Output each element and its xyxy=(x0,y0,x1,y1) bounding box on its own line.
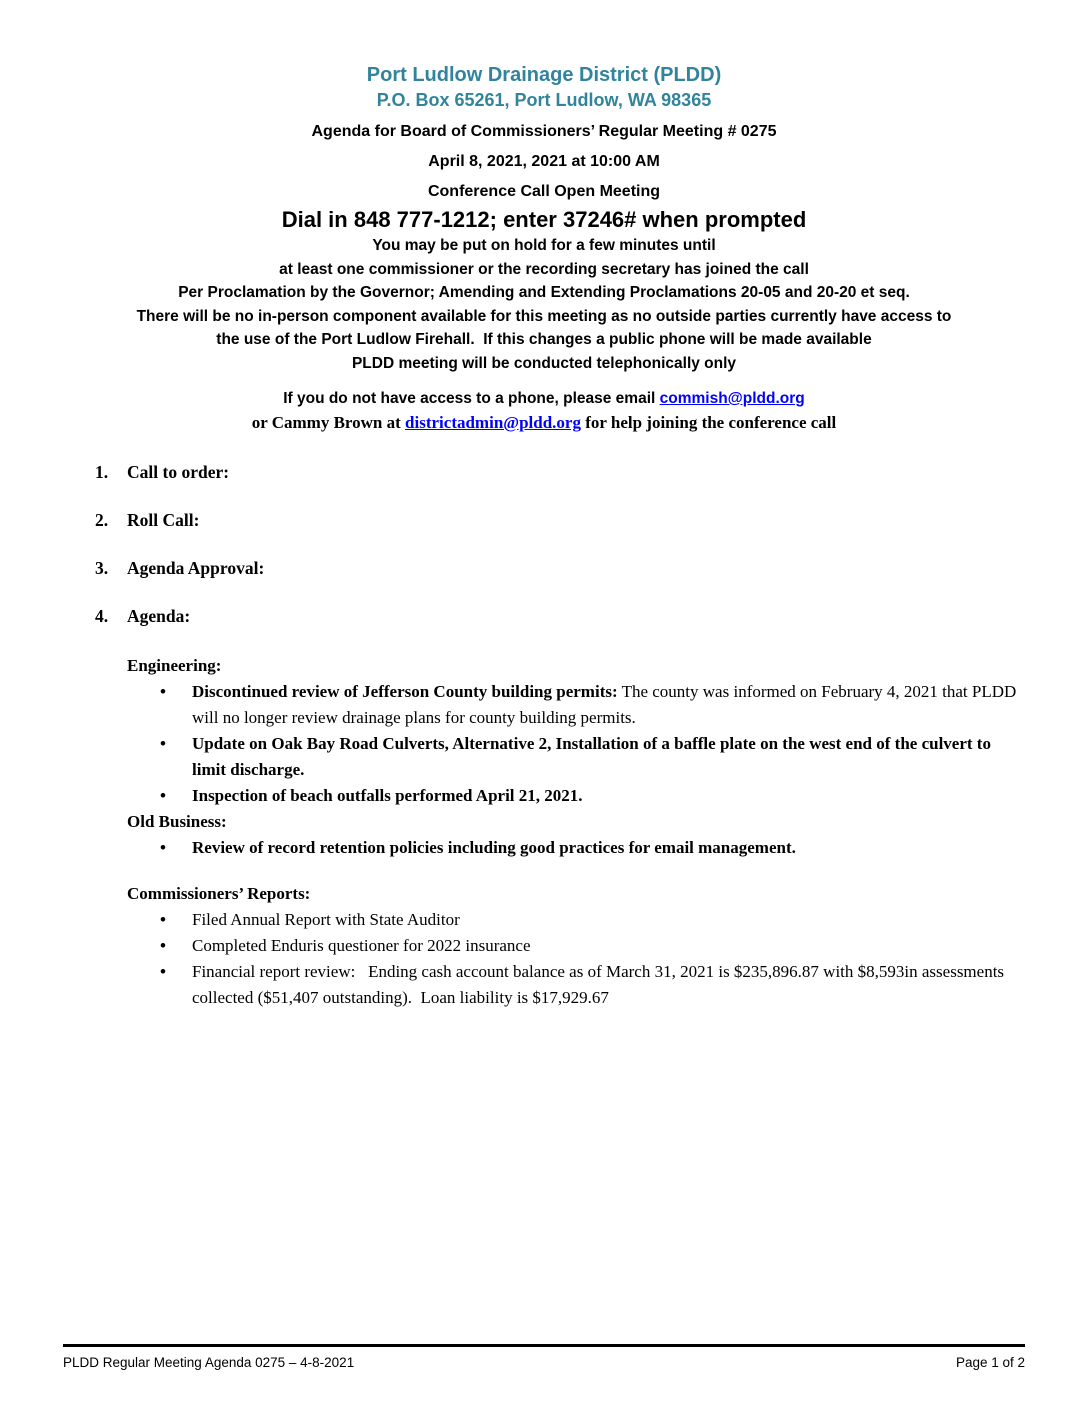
bullet-bold-text: Discontinued review of Jefferson County building permits: xyxy=(192,682,618,701)
agenda-item-agenda-approval xyxy=(95,557,1088,579)
list-item xyxy=(127,933,1023,959)
bullet-text xyxy=(192,907,1023,933)
list-item xyxy=(127,731,1023,783)
footer-document-title: PLDD Regular Meeting Agenda 0275 – 4-8-2021 xyxy=(63,1355,355,1370)
section-title-engineering: Engineering: xyxy=(127,656,222,675)
item-number: 4. xyxy=(95,606,109,626)
section-title-old-business: Old Business: xyxy=(127,812,227,831)
org-address: P.O. Box 65261, Port Ludlow, WA 98365 xyxy=(376,90,712,110)
item-label: Agenda Approval: xyxy=(127,558,265,578)
contact-line-admin xyxy=(0,411,1088,435)
meeting-date: April 8, 2021, 2021 at 10:00 AM xyxy=(428,153,660,170)
notice-line: There will be no in-person component available for this meeting as no outside parties currently have access to xyxy=(136,307,952,325)
footer-page-number: Page 1 of 2 xyxy=(955,1355,1025,1370)
item-label: Call to order: xyxy=(127,462,230,482)
agenda-item-call-to-order xyxy=(95,461,1088,483)
item-label: Agenda: xyxy=(127,606,191,626)
contact-line-prefix: If you do not have access to a phone, please email xyxy=(283,390,660,407)
bullet-text xyxy=(192,731,1023,783)
dial-in-instructions: Dial in 848 777-1212; enter 37246# when prompted xyxy=(281,207,807,232)
contact-line-phone xyxy=(0,387,1088,411)
bullet-normal-text: Filed Annual Report with State Auditor xyxy=(192,910,460,929)
bullet-text xyxy=(192,933,1023,959)
districtadmin-email-link[interactable]: districtadmin@pldd.org xyxy=(405,413,581,432)
list-item xyxy=(127,783,1023,809)
section-title-commissioners-reports: Commissioners’ Reports: xyxy=(127,884,311,903)
bullet-bold-text: Update on Oak Bay Road Culverts, Alternative 2, Installation of a baffle plate on the west end of the culvert to limit discharge. xyxy=(192,734,996,779)
commish-email-link[interactable]: commish@pldd.org xyxy=(659,390,805,407)
bullet-icon: • xyxy=(160,734,166,753)
item-label: Roll Call: xyxy=(127,510,200,530)
bullet-text xyxy=(192,959,1023,1011)
item-number: 3. xyxy=(95,558,109,578)
bullet-icon: • xyxy=(160,910,166,929)
bullet-icon: • xyxy=(160,962,166,981)
list-item xyxy=(127,679,1023,731)
bullet-text xyxy=(192,679,1023,731)
list-item xyxy=(127,835,1023,861)
bullet-icon: • xyxy=(160,838,166,857)
contact-line-suffix: for help joining the conference call xyxy=(580,413,837,432)
bullet-text xyxy=(192,835,1023,861)
agenda-item-agenda xyxy=(95,605,1088,627)
bullet-icon: • xyxy=(160,786,166,805)
bullet-bold-text: Inspection of beach outfalls performed April 21, 2021. xyxy=(192,786,583,805)
page-footer xyxy=(63,1344,1025,1371)
agenda-content xyxy=(127,653,1023,1011)
meeting-type: Conference Call Open Meeting xyxy=(427,183,661,200)
list-item xyxy=(127,907,1023,933)
agenda-item-roll-call xyxy=(95,509,1088,531)
agenda-numbered-list xyxy=(95,461,1088,627)
bullet-icon: • xyxy=(160,936,166,955)
notice-line: at least one commissioner or the recording secretary has joined the call xyxy=(279,260,809,278)
bullet-normal-text: Completed Enduris questioner for 2022 insurance xyxy=(192,936,531,955)
item-number: 2. xyxy=(95,510,109,530)
contact-line-prefix: or Cammy Brown at xyxy=(251,413,406,432)
org-name: Port Ludlow Drainage District (PLDD) xyxy=(366,64,722,86)
notice-line: You may be put on hold for a few minutes until xyxy=(372,237,716,254)
bullet-text xyxy=(192,783,1023,809)
meeting-title: Agenda for Board of Commissioners’ Regular Meeting # 0275 xyxy=(311,123,777,140)
bullet-normal-text: The county was informed on February 4, 2021 that PLDD will no longer review drainage plans for county building permits. xyxy=(192,682,1021,727)
notice-line: Per Proclamation by the Governor; Amending and Extending Proclamations 20-05 and 20-20 et seq. xyxy=(178,284,910,301)
item-number: 1. xyxy=(95,462,109,482)
bullet-icon: • xyxy=(160,682,166,701)
notice-line: the use of the Port Ludlow Firehall. If this changes a public phone will be made available xyxy=(216,331,872,348)
bullet-normal-text: Financial report review: Ending cash account balance as of March 31, 2021 is $235,896.87 with $8,593in assessments collected ($51,407 outstanding). Loan liability is $17,929.67 xyxy=(192,962,1009,1007)
bullet-bold-text: Review of record retention policies including good practices for email management. xyxy=(192,838,796,857)
notice-line: PLDD meeting will be conducted telephonically only xyxy=(351,354,737,372)
list-item xyxy=(127,959,1023,1011)
